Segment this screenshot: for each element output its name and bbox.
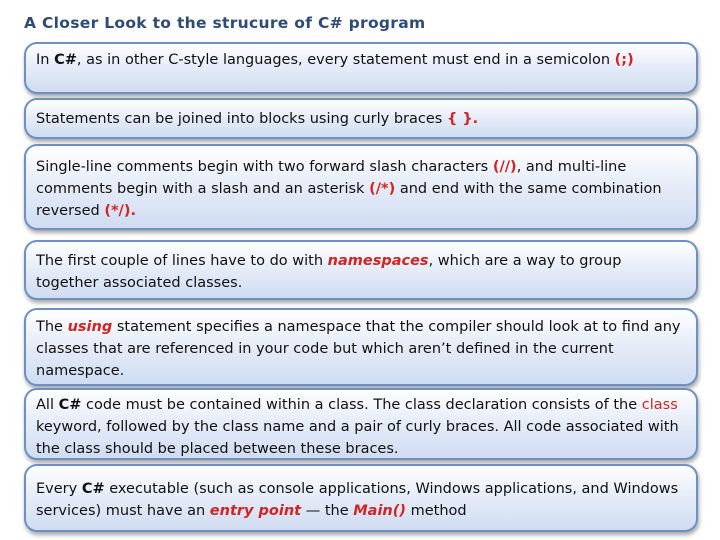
using-highlight: using xyxy=(67,319,113,335)
class-declaration-box xyxy=(24,388,698,460)
single-line-comment-highlight: (//) xyxy=(492,159,517,175)
box7-text-2: executable (such as console applications, Windows applications, and Windows services) must have an xyxy=(36,481,679,519)
box1-text-2: , as in other C-style languages, every statement must end in a semicolon xyxy=(76,52,615,68)
box4-text: The first couple of lines have to do with xyxy=(36,253,328,269)
namespaces-box xyxy=(24,240,698,300)
box5-text-2: statement specifies a namespace that the compiler should look at to find any classes that are referenced in your code but which aren’t defined in the current namespace. xyxy=(36,319,681,379)
csharp-term: C# xyxy=(81,481,105,497)
semicolon-highlight: (;) xyxy=(614,52,634,68)
statement-blocks-box xyxy=(24,98,698,139)
csharp-term: C# xyxy=(54,52,77,68)
box6-text-2: code must be contained within a class. The class declaration consists of the xyxy=(81,397,642,413)
box3-text-2: , and multi-line comments begin with a slash and an asterisk xyxy=(36,159,627,197)
entry-point-highlight: entry point xyxy=(209,503,302,519)
curly-braces-highlight: { }. xyxy=(446,111,479,127)
using-statement-box xyxy=(24,308,698,386)
box7-text-3: — the xyxy=(301,503,354,519)
box1-text: In xyxy=(36,52,55,68)
class-keyword-highlight: class xyxy=(641,397,678,413)
csharp-term: C# xyxy=(58,397,82,413)
box4-text-2: , which are a way to group together associated classes. xyxy=(36,253,622,291)
multi-line-comment-open-highlight: (/*) xyxy=(369,181,396,197)
comments-box xyxy=(24,144,698,230)
box3-text: Single-line comments begin with two forward slash characters xyxy=(36,159,493,175)
box6-text-3: keyword, followed by the class name and a pair of curly braces. All code associated with the class should be placed between these braces. xyxy=(36,419,679,457)
box7-text-4: method xyxy=(406,503,467,519)
main-method-highlight: Main() xyxy=(353,503,406,519)
multi-line-comment-close-highlight: (*/). xyxy=(104,203,136,219)
entry-point-box xyxy=(24,464,698,532)
box2-text: Statements can be joined into blocks using curly braces xyxy=(36,111,447,127)
page-title: A Closer Look to the strucure of C# program xyxy=(24,14,426,32)
box7-text: Every xyxy=(36,481,82,497)
box6-text: All xyxy=(36,397,59,413)
namespaces-highlight: namespaces xyxy=(327,253,429,269)
statement-semicolon-box xyxy=(24,42,698,94)
box5-text: The xyxy=(36,319,68,335)
box3-text-3: and end with the same combination reversed xyxy=(36,181,662,219)
